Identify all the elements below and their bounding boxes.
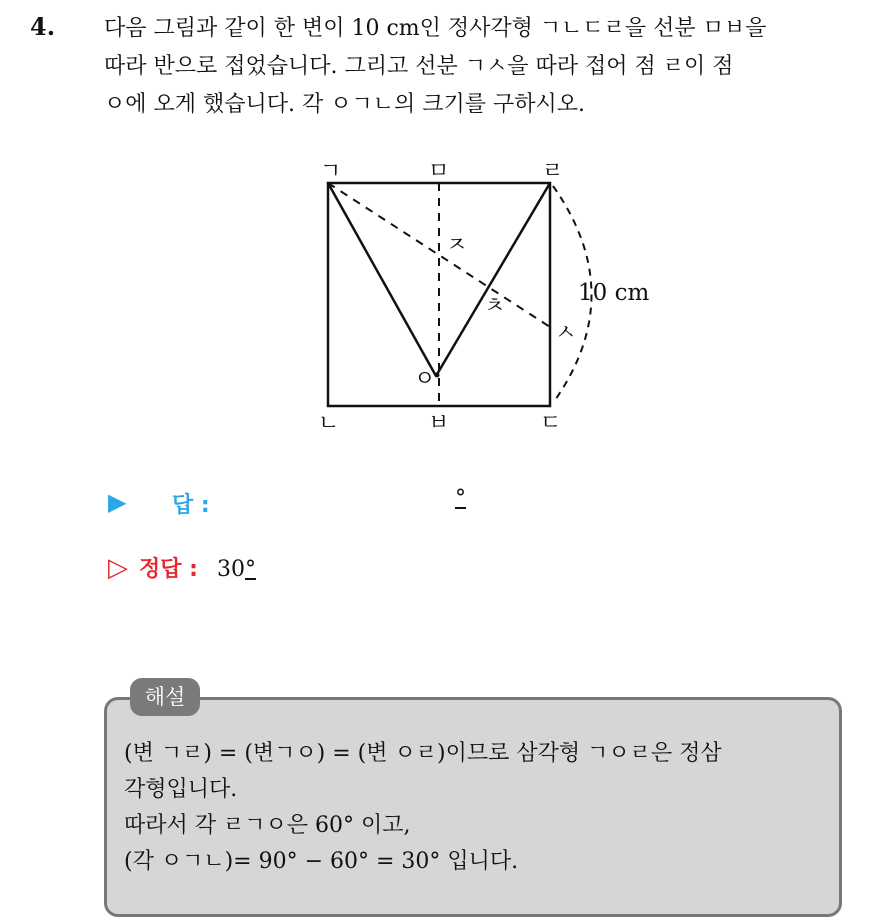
label-m: ㅁ <box>428 159 450 184</box>
label-b: ㅂ <box>428 411 450 436</box>
question-line: 따라 반으로 접었습니다. 그리고 선분 ㄱㅅ을 따라 접어 점 ㄹ이 점 <box>104 54 734 79</box>
explanation-line: (각 ㅇㄱㄴ)= 90° − 60° = 30° 입니다. <box>124 849 519 874</box>
explanation-line: (변 ㄱㄹ) = (변ㄱㅇ) = (변 ㅇㄹ)이므로 삼각형 ㄱㅇㄹ은 정삼 <box>124 741 722 766</box>
answer-arrow-icon: ▶ <box>108 488 127 516</box>
label-r: ㄹ <box>542 159 564 184</box>
label-o: ㅇ <box>414 367 436 392</box>
label-ch: ㅊ <box>484 294 506 319</box>
question-number: 4. <box>30 12 56 41</box>
answer-row <box>108 486 466 518</box>
label-n: ㄴ <box>318 411 340 436</box>
correct-unit: ° <box>244 557 256 582</box>
label-d: ㄷ <box>540 411 562 436</box>
label-j: ㅈ <box>446 233 468 258</box>
explanation-tag: 해설 <box>130 678 200 716</box>
explanation-text <box>124 736 840 880</box>
correct-number: 30 <box>216 557 245 582</box>
correct-answer-row <box>108 552 256 583</box>
explanation-line: 각형입니다. <box>124 777 238 802</box>
square-fold-figure <box>0 0 884 460</box>
segment-r-o <box>436 183 550 376</box>
segment-g-o <box>328 183 436 376</box>
correct-arrow-icon: ▷ <box>108 553 128 583</box>
answer-input[interactable]: ° <box>455 486 466 511</box>
label-g: ㄱ <box>320 159 342 184</box>
question-line: 다음 그림과 같이 한 변이 10 cm인 정사각형 ㄱㄴㄷㄹ을 선분 ㅁㅂ을 <box>104 16 767 41</box>
label-s: ㅅ <box>555 321 577 346</box>
correct-label: 정답 : <box>139 557 198 582</box>
correct-value <box>217 557 256 582</box>
question-line: ㅇ에 오게 했습니다. 각 ㅇㄱㄴ의 크기를 구하시오. <box>104 92 585 117</box>
explanation-line: 따라서 각 ㄹㄱㅇ은 60° 이고, <box>124 813 411 838</box>
answer-label: 답 : <box>172 493 210 518</box>
length-label: 10 cm <box>578 280 650 306</box>
